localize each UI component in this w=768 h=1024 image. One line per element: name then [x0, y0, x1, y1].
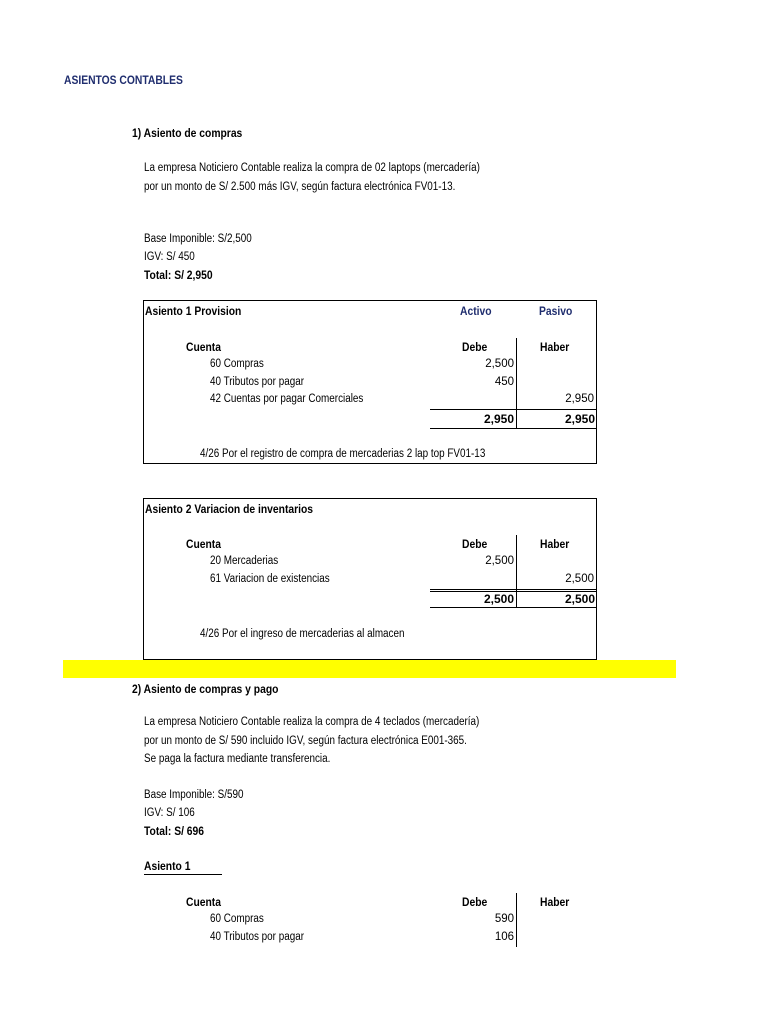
table-row-cuenta: 40 Tributos por pagar [210, 376, 305, 388]
total-rule-bottom [430, 428, 596, 429]
asiento1-note: 4/26 Por el registro de compra de mercaderias 2 lap top FV01-13 [200, 448, 486, 460]
total-debe: 2,950 [483, 412, 514, 426]
haber-header: Haber [540, 895, 570, 909]
section1-igv: IGV: S/ 450 [144, 251, 195, 263]
debe-header: Debe [462, 537, 488, 551]
highlight-band [63, 660, 676, 678]
debe-haber-divider [516, 893, 517, 947]
cuenta-header: Cuenta [186, 537, 221, 551]
debe-haber-divider [516, 338, 517, 428]
total-rule-top [430, 589, 596, 590]
section2-desc-line-2: por un monto de S/ 590 incluido IGV, según factura electrónica E001-365. [144, 735, 467, 747]
activo-header: Activo [460, 304, 492, 318]
debe-header: Debe [462, 895, 488, 909]
cuenta-header: Cuenta [186, 340, 221, 354]
section2-igv: IGV: S/ 106 [144, 807, 195, 819]
table-row-cuenta: 61 Variacion de existencias [210, 573, 330, 585]
haber-header: Haber [540, 340, 570, 354]
section1-base-imponible: Base Imponible: S/2,500 [144, 233, 252, 245]
section1-total: Total: S/ 2,950 [144, 268, 213, 282]
debe-header: Debe [462, 340, 488, 354]
table-row-cuenta: 20 Mercaderias [210, 555, 279, 567]
section2-desc-line-3: Se paga la factura mediante transferencia. [144, 753, 331, 765]
table-row-debe: 450 [494, 376, 514, 388]
haber-header: Haber [540, 537, 570, 551]
section1-heading: 1) Asiento de compras [132, 126, 243, 140]
section1-desc-line-1: La empresa Noticiero Contable realiza la compra de 02 laptops (mercadería) [144, 162, 480, 174]
total-haber: 2,950 [564, 412, 595, 426]
section2-total: Total: S/ 696 [144, 824, 205, 838]
table-row-cuenta: 42 Cuentas por pagar Comerciales [210, 393, 364, 405]
table-row-cuenta: 60 Compras [210, 358, 264, 370]
table-row-debe: 590 [494, 913, 514, 925]
asiento2-title: Asiento 2 Variacion de inventarios [145, 502, 314, 516]
asiento1-label: Asiento 1 [144, 859, 191, 873]
table-row-debe: 2,500 [485, 358, 514, 370]
table-row-cuenta: 60 Compras [210, 913, 264, 925]
page-title: ASIENTOS CONTABLES [64, 73, 183, 87]
total-rule-top [430, 409, 596, 410]
section2-desc-line-1: La empresa Noticiero Contable realiza la compra de 4 teclados (mercadería) [144, 716, 480, 728]
table-row-debe: 2,500 [485, 555, 514, 567]
table-row-haber: 2,500 [565, 573, 594, 585]
asiento1-title: Asiento 1 Provision [145, 304, 242, 318]
total-rule-bottom [430, 607, 596, 608]
asiento2-note: 4/26 Por el ingreso de mercaderias al almacen [200, 628, 405, 640]
pasivo-header: Pasivo [539, 304, 573, 318]
section2-base-imponible: Base Imponible: S/590 [144, 789, 244, 801]
section1-desc-line-2: por un monto de S/ 2.500 más IGV, según factura electrónica FV01-13. [144, 181, 456, 193]
table-row-debe: 106 [494, 931, 514, 943]
section2-heading: 2) Asiento de compras y pago [132, 682, 279, 696]
asiento1-label-underline [144, 874, 222, 875]
table-row-haber: 2,950 [565, 393, 594, 405]
debe-haber-divider [516, 535, 517, 607]
total-haber: 2,500 [564, 592, 595, 606]
total-debe: 2,500 [483, 592, 514, 606]
table-row-cuenta: 40 Tributos por pagar [210, 931, 305, 943]
cuenta-header: Cuenta [186, 895, 221, 909]
